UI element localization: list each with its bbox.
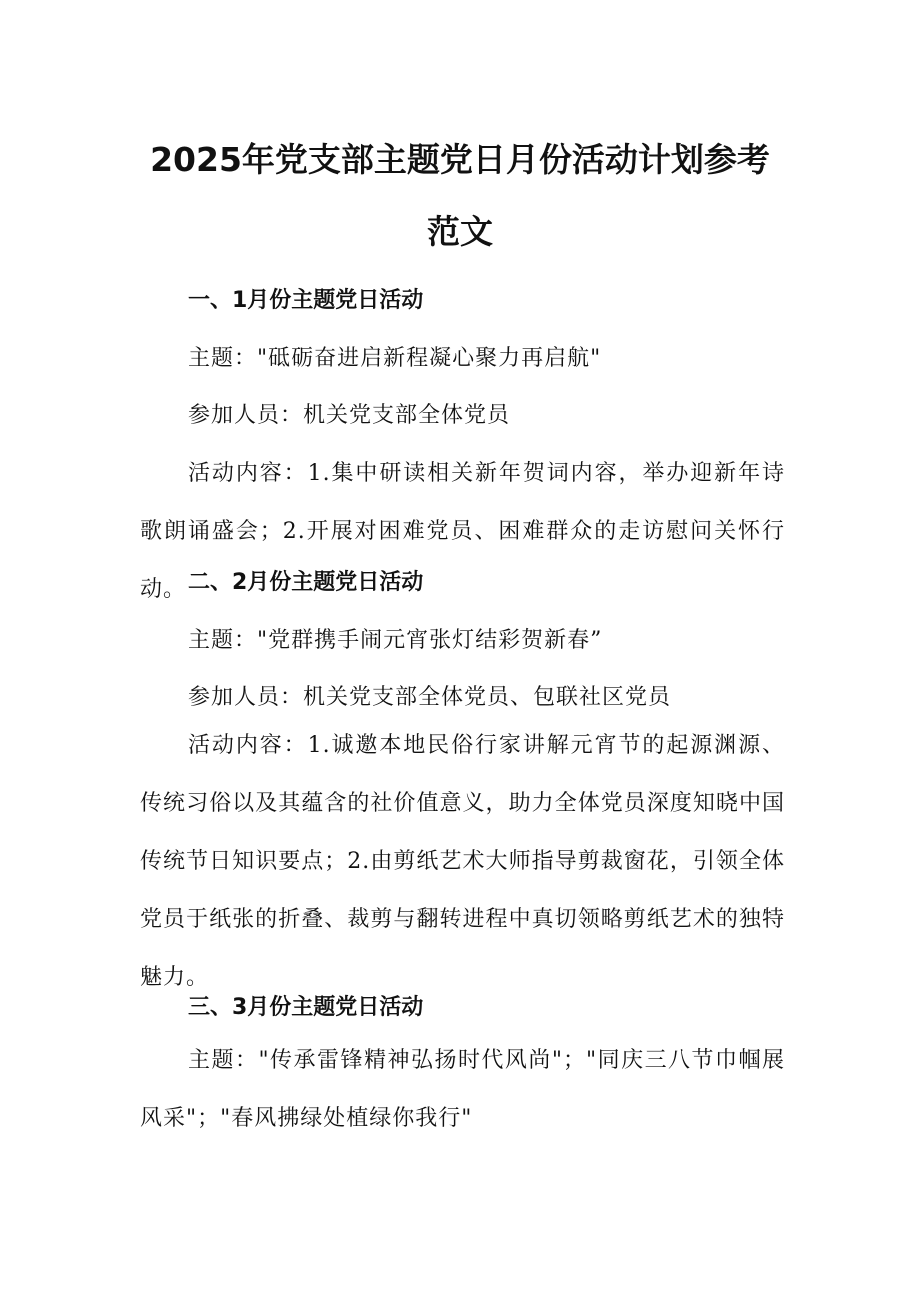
section-heading-february: 二、2月份主题党日活动: [188, 570, 424, 595]
section-theme-february: 主题："党群携手闹元宵张灯结彩贺新春”: [188, 628, 603, 653]
section-theme-march: 主题："传承雷锋精神弘扬时代风尚"；"同庆三八节巾帼展风采"；"春风拂绿处植绿你我行": [140, 1048, 785, 1131]
document-title: 2025年党支部主题党日月份活动计划参考范文: [150, 140, 770, 251]
section-content-january: 活动内容：1.集中研读相关新年贺词内容，举办迎新年诗歌朗诵盛会；2.开展对困难党员、困难群众的走访慰问关怀行动。: [140, 461, 785, 602]
section-content-february: 活动内容：1.诚邀本地民俗行家讲解元宵节的起源渊源、传统习俗以及其蕴含的社价值意义，助力全体党员深度知晓中国传统节日知识要点；2.由剪纸艺术大师指导剪裁窗花，引领全体党员于纸张的折叠、裁剪与翻转进程中真切领略剪纸艺术的独特魅力。: [140, 733, 785, 990]
section-participants-january: 参加人员：机关党支部全体党员: [188, 403, 511, 428]
section-heading-january: 一、1月份主题党日活动: [188, 288, 424, 313]
section-participants-february: 参加人员：机关党支部全体党员、包联社区党员: [188, 685, 672, 710]
section-heading-march: 三、3月份主题党日活动: [188, 995, 424, 1020]
section-theme-january: 主题："砥砺奋进启新程凝心聚力再启航": [188, 346, 602, 371]
